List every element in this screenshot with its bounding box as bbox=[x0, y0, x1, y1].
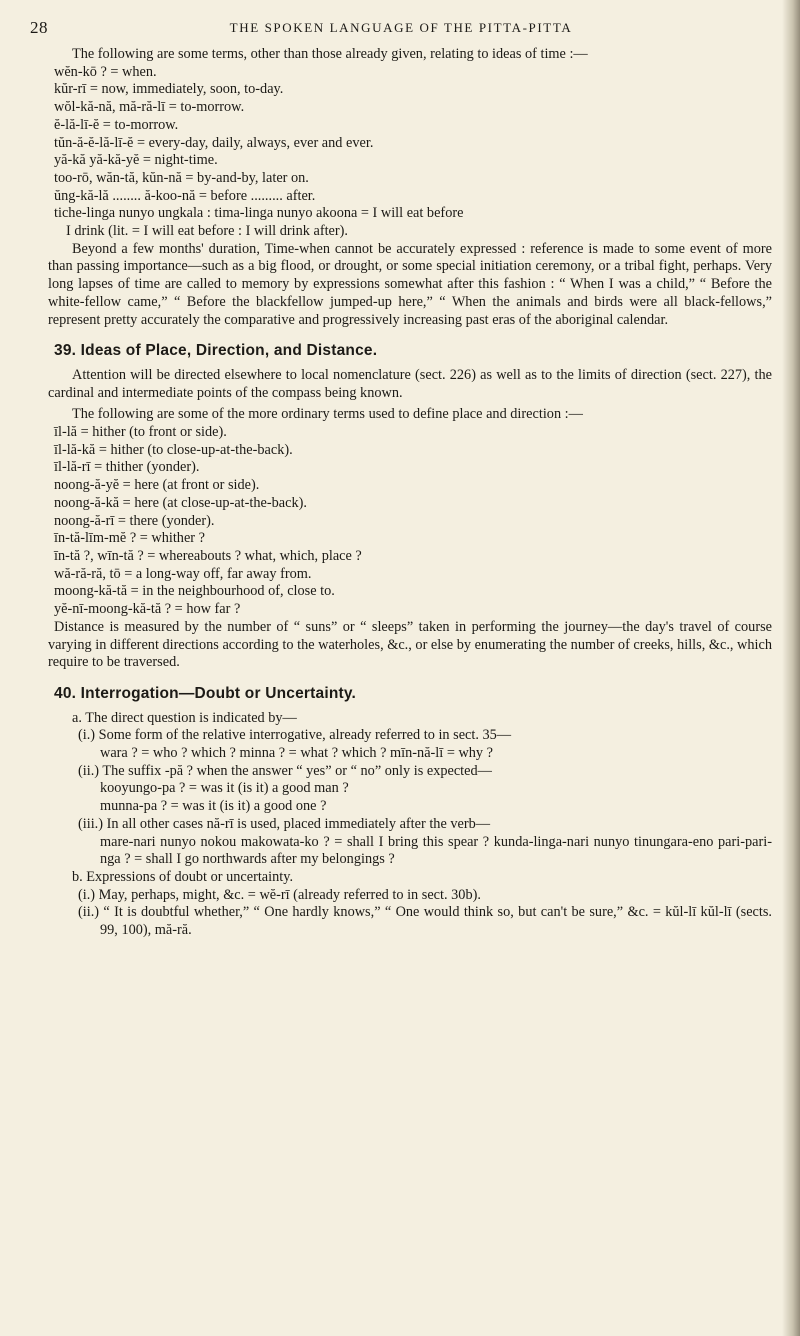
place-term-line: īl-lă = hither (to front or side). bbox=[54, 424, 227, 441]
place-term-line: noong-ă-kă = here (at close-up-at-the-back). bbox=[54, 494, 307, 511]
section-40-a-i: (i.) Some form of the relative interrogative, already referred to in sect. 35— bbox=[78, 727, 512, 744]
place-term-line: noong-ă-rī = there (yonder). bbox=[54, 512, 215, 529]
running-title: THE SPOKEN LANGUAGE OF THE PITTA-PITTA bbox=[229, 20, 573, 35]
section-39-heading: 39. Ideas of Place, Direction, and Distance. bbox=[54, 342, 378, 360]
book-page bbox=[30, 18, 772, 940]
place-term-line: īl-lă-kă = hither (to close-up-at-the-back). bbox=[54, 441, 293, 458]
section-40-a-i-example: wara ? = who ? which ? minna ? = what ? which ? mīn-nă-lī = why ? bbox=[100, 745, 493, 762]
section-40-heading: 40. Interrogation—Doubt or Uncertainty. bbox=[54, 684, 357, 702]
time-term-line: wĕn-kō ? = when. bbox=[54, 63, 157, 80]
section-40-a: a. The direct question is indicated by— bbox=[72, 709, 297, 726]
time-term-line: wŏl-kă-nă, mă-ră-lī = to-morrow. bbox=[54, 99, 245, 116]
section-40-a-ii-example: kooyungo-pa ? = was it (is it) a good man ? bbox=[100, 780, 349, 797]
place-term-line: yĕ-nī-moong-kă-tă ? = how far ? bbox=[54, 601, 241, 618]
section-40-b-ii: (ii.) “ It is doubtful whether,” “ One hardly knows,” “ One would think so, but can't be sure,” &c. = kŭl-lī kŭl-lī (sects. 99, 100), mă-ră. bbox=[78, 904, 772, 939]
time-term-line: tŭn-ă-ĕ-lă-lī-ĕ = every-day, daily, always, ever and ever. bbox=[54, 134, 374, 151]
section-40-a-ii-example: munna-pa ? = was it (is it) a good one ? bbox=[100, 798, 327, 815]
section-39-para-1: Attention will be directed elsewhere to local nomenclature (sect. 226) as well as to the limits of direction (sect. 227), the cardinal and intermediate points of the compass being known. bbox=[48, 366, 772, 401]
time-term-line: tiche-linga nunyo ungkala : tima-linga nunyo akoona = I will eat before bbox=[54, 205, 464, 222]
place-term-line: īl-lă-rī = thither (yonder). bbox=[54, 459, 200, 476]
time-term-line: yă-kă yă-kă-yĕ = night-time. bbox=[54, 152, 218, 169]
section-39-para-3: Distance is measured by the number of “ suns” or “ sleeps” taken in performing the journey—the day's travel of course varying in different directions according to the waterholes, &c., or else by enumerating the number of creeks, hills, &c., which require to be traversed. bbox=[48, 618, 772, 671]
section-40-b-i: (i.) May, perhaps, might, &c. = wĕ-rī (already referred to in sect. 30b). bbox=[78, 886, 481, 903]
place-term-line: wă-ră-ră, tō = a long-way off, far away from. bbox=[54, 565, 312, 582]
section-40-a-iii: (iii.) In all other cases nă-rī is used, placed immediately after the verb— bbox=[78, 815, 491, 832]
section-40-b: b. Expressions of doubt or uncertainty. bbox=[72, 868, 294, 885]
time-term-line: too-rō, wăn-tă, kŭn-nă = by-and-by, later on. bbox=[54, 169, 309, 186]
time-terms-intro: The following are some terms, other than those already given, relating to ideas of time :— bbox=[72, 46, 588, 62]
time-when-paragraph: Beyond a few months' duration, Time-when cannot be accurately expressed : reference is made to some event of more than passing importance—such as a big flood, or drought, or some special initiation ceremony, or a tribal fight, perhaps. Very long lapses of time are called to memory by expressions somewhat after this fashion : “ When I was a child,” “ Before the white-fellow came,” “ Before the blackfellow jumped-up here,” “ When the animals and birds were all black-fellows,” represent pretty accurately the comparative and progressively increasing past eras of the aboriginal calendar. bbox=[48, 240, 772, 328]
page-number: 28 bbox=[30, 18, 48, 37]
time-term-line: kŭr-rī = now, immediately, soon, to-day. bbox=[54, 81, 284, 98]
place-term-line: moong-kă-tă = in the neighbourhood of, close to. bbox=[54, 583, 335, 600]
place-term-line: īn-tă ?, wīn-tă ? = whereabouts ? what, which, place ? bbox=[54, 547, 362, 564]
section-39-para-2: The following are some of the more ordinary terms used to define place and direction :— bbox=[72, 406, 583, 423]
page-edge-shadow bbox=[782, 0, 800, 1336]
place-term-line: noong-ă-yĕ = here (at front or side). bbox=[54, 477, 260, 494]
time-term-line: ŭng-kă-lă ........ ă-koo-nă = before ......... after. bbox=[54, 187, 316, 204]
place-term-line: īn-tă-līm-mĕ ? = whither ? bbox=[54, 530, 205, 547]
time-term-line: I drink (lit. = I will eat before : I will drink after). bbox=[66, 223, 348, 240]
section-40-a-ii: (ii.) The suffix -pă ? when the answer “ yes” or “ no” only is expected— bbox=[78, 762, 492, 779]
running-head bbox=[30, 18, 772, 46]
time-term-line: ĕ-lă-lī-ĕ = to-morrow. bbox=[54, 116, 179, 133]
page-body bbox=[30, 46, 772, 940]
section-40-a-iii-examples: mare-nari nunyo nokou makowata-ko ? = shall I bring this spear ? kunda-linga-nari nunyo tinungara-eno pari-pari-nga ? = shall I go northwards after my belongings ? bbox=[100, 833, 772, 868]
